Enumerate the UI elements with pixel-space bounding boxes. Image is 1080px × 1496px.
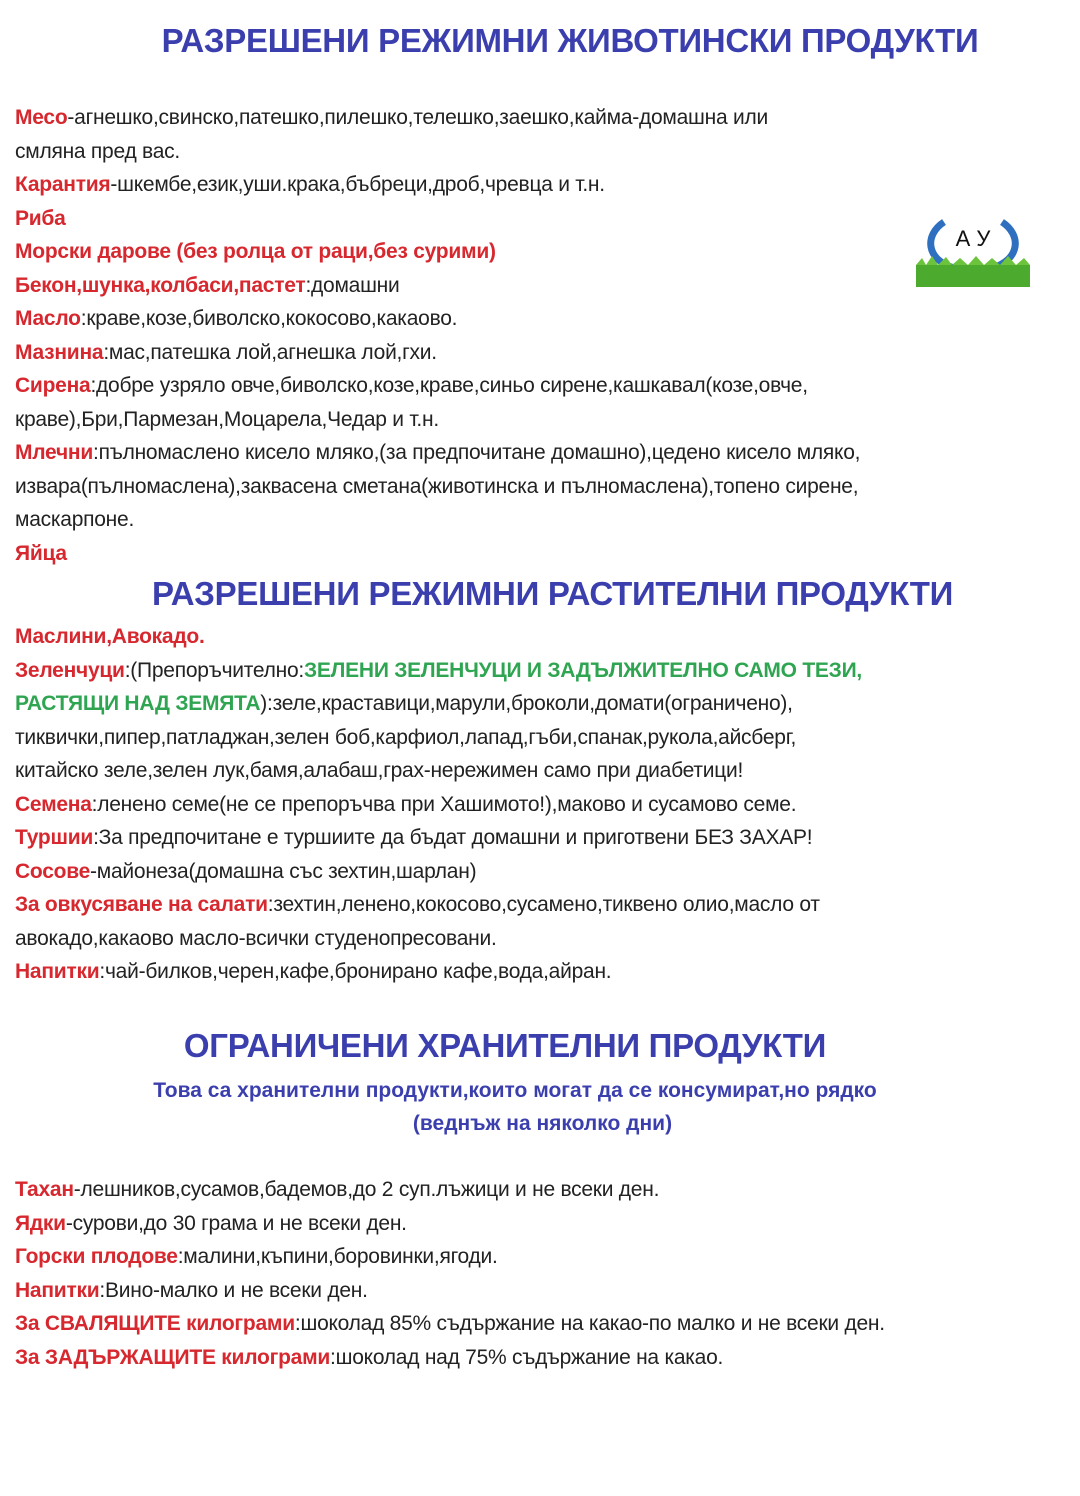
item-text: :малини,къпини,боровинки,ягоди. (177, 1245, 498, 1268)
item-text: -сурови,до 30 грама и не всеки ден. (65, 1211, 407, 1235)
limited-subtitle-2: (веднъж на няколко дни) (412, 1112, 673, 1135)
list-item (15, 436, 1070, 470)
list-item (15, 269, 1070, 303)
item-text: :Вино-малко и не всеки ден. (99, 1278, 368, 1302)
item-label: За ЗАДЪРЖАЩИТЕ килограми (15, 1345, 331, 1369)
item-label: Масло (15, 307, 81, 330)
list-item (15, 1307, 1070, 1341)
list-item (15, 1240, 1070, 1274)
list-item (15, 101, 1070, 135)
list-item (15, 654, 1070, 688)
list-item-continued (15, 922, 1070, 956)
list-item (15, 1341, 1070, 1375)
item-text: краве),Бри,Пармезан,Моцарела,Чедар и т.н. (15, 407, 439, 431)
item-label: Горски плодове (15, 1245, 178, 1268)
title-animal-products: РАЗРЕШЕНИ РЕЖИМНИ ЖИВОТИНСКИ ПРОДУКТИ (161, 22, 979, 59)
list-item-continued (15, 687, 1070, 721)
list-item-continued (15, 135, 1070, 169)
list-item (15, 955, 1070, 989)
item-text: :пълномаслено кисело мляко,(за предпочитане домашно),цедено кисело мляко, (93, 441, 861, 464)
item-label: Тахан (15, 1178, 74, 1201)
item-text: :(Препоръчително: (124, 658, 304, 682)
item-text: :шоколад над 75% съдържание на какао. (330, 1345, 724, 1369)
item-text: :За предпочитане е туршиите да бъдат домашни и приготвени БЕЗ ЗАХАР! (93, 826, 813, 849)
list-item (15, 1274, 1070, 1308)
list-item (15, 888, 1070, 922)
list-item (15, 821, 1070, 855)
list-item (15, 1173, 1070, 1207)
plant-products-list (15, 620, 1070, 989)
limited-products-list (15, 1173, 1070, 1374)
item-label: Сосове (15, 859, 91, 883)
item-label: За овкусяване на салати (15, 893, 268, 916)
item-label: Риба (15, 206, 66, 230)
item-label: Яйца (15, 541, 67, 565)
item-label: Мазнина (15, 340, 104, 364)
item-text: :краве,козе,биволско,кокосово,какаово. (80, 307, 458, 330)
item-label: Ядки (15, 1211, 66, 1235)
list-item (15, 1207, 1070, 1241)
item-label: За СВАЛЯЩИТЕ килограми (15, 1312, 295, 1335)
highlight-text: ЗЕЛЕНИ ЗЕЛЕНЧУЦИ И ЗАДЪЛЖИТЕЛНО САМО ТЕЗИ, (304, 658, 863, 682)
item-text: :добре узряло овче,биволско,козе,краве,синьо сирене,кашкавал(козе,овче, (90, 374, 808, 397)
item-label: Месо (15, 106, 68, 129)
item-text: -лешников,сусамов,бадемов,до 2 суп.лъжици и не всеки ден. (73, 1178, 660, 1201)
svg-text:А У: А У (955, 226, 991, 251)
highlight-text: РАСТЯЩИ НАД ЗЕМЯТА (15, 692, 261, 715)
list-item (15, 168, 1070, 202)
list-item-continued (15, 403, 1070, 437)
item-text: китайско зеле,зелен лук,бамя,алабаш,грах-нережимен само при диабетици! (15, 759, 744, 782)
list-item (15, 369, 1070, 403)
item-label: Млечни (15, 441, 93, 464)
item-text: :ленено семе(не се препоръчва при Хашимото!),маково и сусамово семе. (91, 792, 797, 816)
item-text: :шоколад 85% съдържание на какао-по малко и не всеки ден. (294, 1312, 885, 1335)
item-label: Туршии (15, 826, 94, 849)
item-label: Напитки (15, 1278, 100, 1302)
item-label: Семена (15, 792, 92, 816)
list-item (15, 235, 1070, 269)
item-label: Бекон,шунка,колбаси,пастет (15, 273, 306, 297)
list-item (15, 620, 1070, 654)
item-text: -майонеза(домашна със зехтин,шарлан) (90, 859, 477, 883)
list-item-continued (15, 470, 1070, 504)
item-text: тиквички,пипер,патладжан,зелен боб,карфиол,лапад,гъби,спанак,рукола,айсберг, (15, 725, 797, 749)
logo (914, 210, 1032, 290)
item-text: -шкембе,език,уши.крака,бъбреци,дроб,чревца и т.н. (110, 173, 605, 196)
limited-subtitle-1: Това са хранителни продукти,които могат да се консумират,но рядко (153, 1079, 877, 1102)
list-item (15, 788, 1070, 822)
list-item (15, 202, 1070, 236)
item-label: Напитки (15, 960, 100, 983)
item-label: Карантия (15, 173, 111, 196)
item-text: -агнешко,свинско,патешко,пилешко,телешко,заешко,кайма-домашна или (67, 106, 768, 129)
item-text: смляна пред вас. (15, 139, 180, 163)
list-item (15, 537, 1070, 571)
list-item (15, 302, 1070, 336)
item-label: Морски дарове (без ролца от раци,без сурими) (15, 240, 496, 263)
item-text: :чай-билков,черен,кафе,бронирано кафе,вода,айран. (99, 960, 612, 983)
list-item (15, 855, 1070, 889)
item-label: Сирена (15, 374, 91, 397)
item-text: :мас,патешка лой,агнешка лой,гхи. (103, 340, 437, 364)
list-item (15, 336, 1070, 370)
item-label: Маслини,Авокадо. (15, 625, 205, 648)
animal-products-list (15, 101, 1070, 570)
item-label: Зеленчуци (15, 658, 125, 682)
item-text: авокадо,какаово масло-всички студенопресовани. (15, 926, 497, 950)
item-text: ):зеле,краставици,марули,броколи,домати(ограничено), (260, 692, 793, 715)
item-text: извара(пълномаслена),заквасена сметана(животинска и пълномаслена),топено сирене, (15, 474, 859, 498)
list-item-continued (15, 503, 1070, 537)
item-text: :зехтин,ленено,кокосово,сусамено,тиквено олио,масло от (267, 893, 820, 916)
item-text: :домашни (305, 273, 400, 297)
title-plant-products: РАЗРЕШЕНИ РЕЖИМНИ РАСТИТЕЛНИ ПРОДУКТИ (151, 575, 954, 612)
title-limited-products: ОГРАНИЧЕНИ ХРАНИТЕЛНИ ПРОДУКТИ (183, 1027, 827, 1064)
item-text: маскарпоне. (15, 508, 135, 531)
